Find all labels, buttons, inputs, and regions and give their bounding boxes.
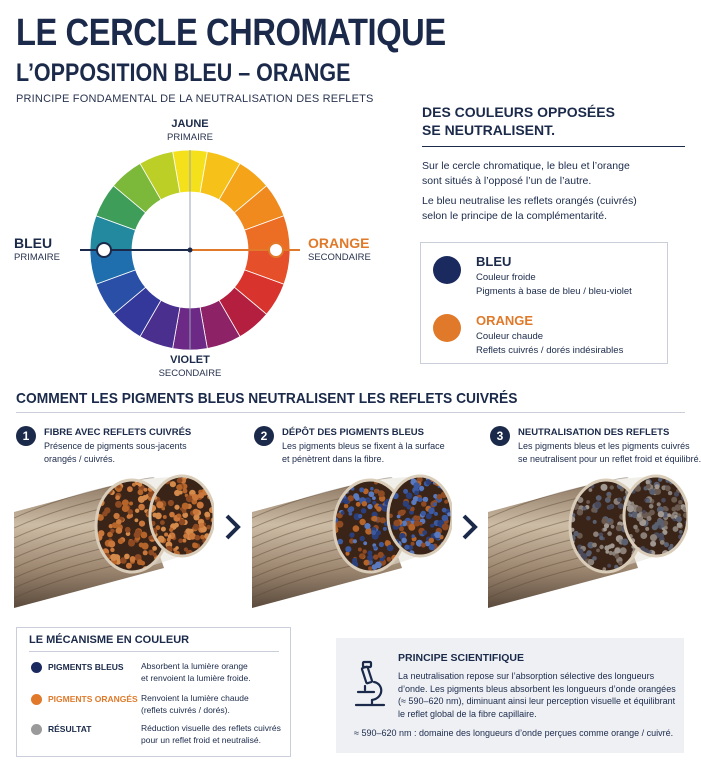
opposition-title — [422, 103, 615, 139]
step-1-line2: orangés / cuivrés. — [44, 453, 116, 464]
mechanism-text-orange — [141, 693, 249, 716]
legend-blue-line2: Pigments à base de bleu / bleu-violet — [476, 286, 632, 297]
legend-orange-line2: Reflets cuivrés / dorés indésirables — [476, 345, 624, 356]
title-underline — [422, 146, 685, 147]
para1-line1: Sur le cercle chromatique, le bleu et l’orange — [422, 160, 630, 172]
step-1-text — [44, 440, 187, 465]
legend-blue-line1: Couleur froide — [476, 272, 536, 283]
legend-orange-text — [476, 330, 623, 358]
legend-blue-title: BLEU — [476, 254, 512, 269]
mech-blue-line1: Absorbent la lumière orange — [141, 661, 248, 671]
mechanism-text-result — [141, 723, 281, 746]
mech-orange-line2: (reflets cuivrés / dorés). — [141, 704, 230, 715]
para2-line2: selon le principe de la complémentarité. — [422, 210, 608, 222]
label-jaune-role: PRIMAIRE — [167, 132, 213, 143]
step-2-number: 2 — [254, 426, 274, 446]
step-2-line1: Les pigments bleus se fixent à la surface — [282, 441, 445, 451]
color-wheel — [80, 140, 300, 360]
science-text: La neutralisation repose sur l’absorption sélective des longueurs d’onde. Les pigments bleus absorbent les longueurs d’onde orangées (≈ 590–620 nm), diminuant ainsi leur perception visuelle et équilibrant le reflet global de la fibre capillaire. — [398, 671, 676, 719]
label-orange: ORANGE — [308, 235, 370, 251]
section-title: COMMENT LES PIGMENTS BLEUS NEUTRALISENT LES REFLETS CUIVRÉS — [16, 390, 518, 407]
science-title: PRINCIPE SCIENTIFIQUE — [398, 652, 525, 664]
step-1-number: 1 — [16, 426, 36, 446]
blue-swatch — [433, 256, 461, 284]
wheel-label-bottom — [155, 354, 225, 380]
science-box — [336, 638, 684, 753]
step-2-title: DÉPÔT DES PIGMENTS BLEUS — [282, 427, 424, 438]
center-dot — [188, 248, 193, 253]
mechanism-divider — [29, 651, 279, 652]
label-violet: VIOLET — [170, 354, 210, 366]
chevron-right-icon — [222, 513, 244, 541]
step-2-text — [282, 440, 445, 465]
step-1-line1: Présence de pigments sous-jacents — [44, 441, 187, 451]
microscope-icon — [352, 660, 388, 708]
color-legend — [420, 242, 668, 364]
label-orange-role: SECONDAIRE — [308, 252, 371, 263]
mechanism-label-orange: PIGMENTS ORANGÉS — [48, 694, 138, 704]
blue-pigment-dot — [31, 662, 42, 673]
mechanism-label-blue: PIGMENTS BLEUS — [48, 662, 124, 672]
wheel-label-left — [14, 237, 64, 264]
mechanism-label-result: RÉSULTAT — [48, 724, 92, 734]
page-title: LE CERCLE CHROMATIQUE — [16, 12, 446, 54]
chevron-right-icon — [459, 513, 481, 541]
section-divider — [16, 412, 685, 413]
mechanism-text-blue — [141, 661, 251, 684]
label-bleu: BLEU — [14, 235, 53, 251]
opposition-paragraph-1 — [422, 159, 692, 189]
step-1-title: FIBRE AVEC REFLETS CUIVRÉS — [44, 427, 192, 438]
opposition-title-line1: DES COULEURS OPPOSÉES — [422, 104, 615, 120]
step-2-line2: et pénètrent dans la fibre. — [282, 453, 385, 464]
para1-line2: sont situés à l’opposé l’un de l’autre. — [422, 175, 592, 187]
opposition-title-line2: SE NEUTRALISENT. — [422, 122, 556, 138]
orange-pigment-dot — [31, 694, 42, 705]
step-3-line2: se neutralisent pour un reflet froid et équilibré. — [518, 453, 701, 464]
wheel-label-right — [308, 237, 378, 264]
mechanism-title: LE MÉCANISME EN COULEUR — [29, 634, 190, 646]
mech-result-line1: Réduction visuelle des reflets cuivrés — [141, 723, 281, 733]
para2-line1: Le bleu neutralise les reflets orangés (cuivrés) — [422, 195, 637, 207]
blue-marker — [97, 243, 111, 257]
mech-orange-line1: Renvoient la lumière chaude — [141, 693, 249, 703]
wheel-label-top — [160, 118, 220, 144]
tagline: PRINCIPE FONDAMENTAL DE LA NEUTRALISATION DES REFLETS — [16, 93, 374, 105]
label-violet-role: SECONDAIRE — [158, 368, 222, 379]
step-3-title: NEUTRALISATION DES REFLETS — [518, 427, 670, 438]
fiber-illustration-copper — [14, 472, 214, 608]
label-bleu-role: PRIMAIRE — [14, 252, 60, 263]
page-subtitle: L’OPPOSITION BLEU – ORANGE — [16, 59, 351, 87]
mech-result-line2: pour un reflet froid et neutralisé. — [141, 734, 262, 745]
legend-blue-text — [476, 271, 632, 299]
result-dot — [31, 724, 42, 735]
legend-orange-line1: Couleur chaude — [476, 331, 544, 342]
step-3-number: 3 — [490, 426, 510, 446]
fiber-illustration-blue-deposit — [252, 472, 452, 608]
label-jaune: JAUNE — [171, 118, 209, 130]
orange-swatch — [433, 314, 461, 342]
science-note: ≈ 590–620 nm : domaine des longueurs d’onde perçues comme orange / cuivré. — [354, 728, 674, 738]
legend-orange-title: ORANGE — [476, 313, 534, 328]
opposition-paragraph-2 — [422, 194, 692, 224]
mech-blue-line2: et renvoient la lumière froide. — [141, 672, 251, 683]
step-3-line1: Les pigments bleus et les pigments cuivrés — [518, 441, 690, 451]
step-3-text — [518, 440, 701, 465]
orange-marker — [269, 243, 283, 257]
mechanism-box — [16, 627, 291, 757]
fiber-illustration-neutralized — [488, 472, 688, 608]
